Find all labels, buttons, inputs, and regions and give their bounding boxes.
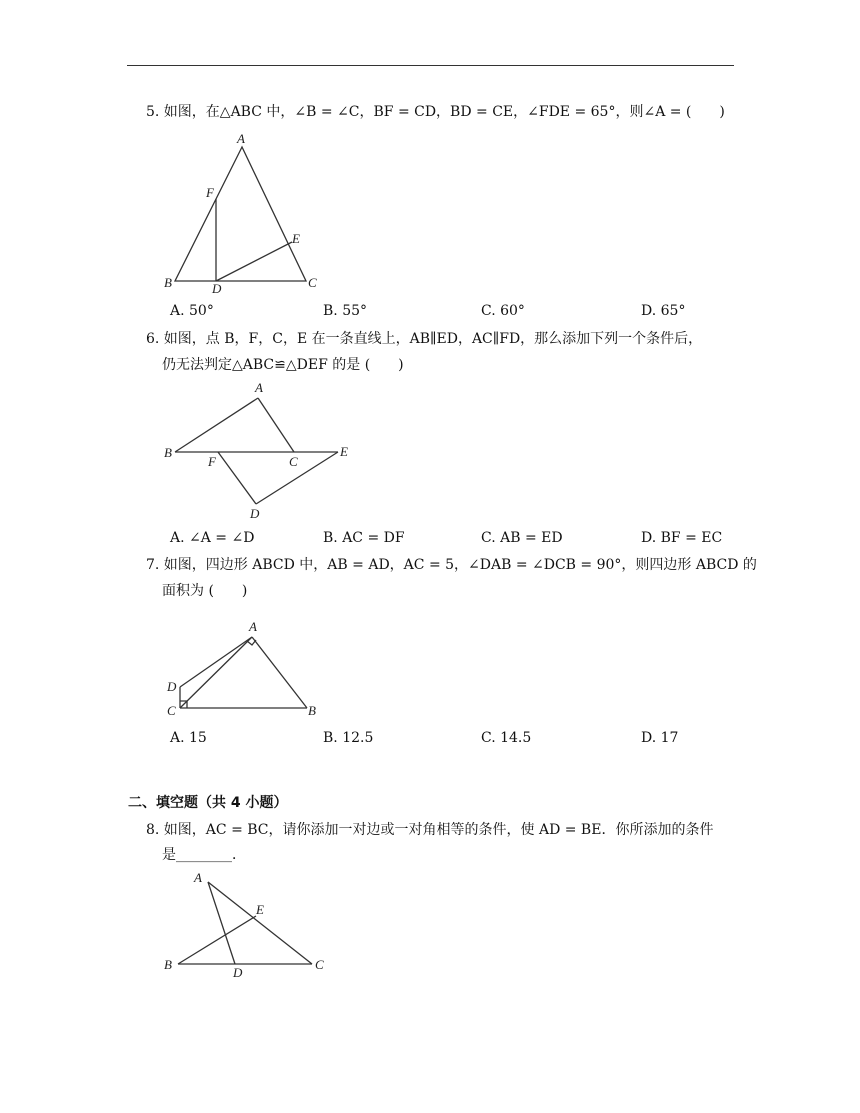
q6-stem-line2: 仍无法判定△ABC≌△DEF 的是 ( ) bbox=[162, 357, 404, 373]
q8-label-C: C bbox=[315, 957, 324, 972]
q7-option-b: B. 12.5 bbox=[323, 730, 374, 746]
q5-label-F: F bbox=[206, 185, 214, 200]
q6-option-c: C. AB = ED bbox=[481, 530, 563, 546]
q5-option-d: D. 65° bbox=[641, 303, 686, 319]
q7-option-a: A. 15 bbox=[170, 730, 207, 746]
q6-figure bbox=[160, 380, 360, 520]
q5-label-E: E bbox=[292, 231, 300, 246]
q6-label-D: D bbox=[250, 506, 260, 521]
section-heading: 二、填空题（共 4 小题） bbox=[128, 795, 288, 811]
q7-label-D: D bbox=[167, 679, 177, 694]
q5-option-c: C. 60° bbox=[481, 303, 525, 319]
q6-stem-line1: 6. 如图，点 B，F，C，E 在一条直线上，AB∥ED，AC∥FD，那么添加下列一个条件后， bbox=[146, 331, 703, 347]
q8-figure bbox=[160, 868, 340, 983]
q7-label-C: C bbox=[167, 703, 176, 718]
q8-label-D: D bbox=[233, 965, 243, 980]
q7-option-c: C. 14.5 bbox=[481, 730, 532, 746]
q8-label-A: A bbox=[194, 870, 202, 885]
q7-stem-line2: 面积为 ( ) bbox=[162, 583, 248, 599]
q5-label-B: B bbox=[164, 275, 172, 290]
q7-label-B: B bbox=[308, 703, 316, 718]
q6-label-C: C bbox=[289, 454, 298, 469]
q6-label-F: F bbox=[208, 454, 216, 469]
q7-figure bbox=[160, 615, 330, 725]
q8-label-E: E bbox=[256, 902, 264, 917]
q5-label-C: C bbox=[308, 275, 317, 290]
q8-stem-line2: 是________． bbox=[162, 847, 246, 863]
q5-option-b: B. 55° bbox=[323, 303, 368, 319]
q6-label-A: A bbox=[255, 380, 263, 395]
q6-option-d: D. BF = EC bbox=[641, 530, 723, 546]
q6-label-E: E bbox=[340, 444, 348, 459]
q6-label-B: B bbox=[164, 445, 172, 460]
q8-stem-line1: 8. 如图，AC = BC，请你添加一对边或一对角相等的条件，使 AD = BE．你所添加的条件 bbox=[146, 822, 714, 838]
q7-stem-line1: 7. 如图，四边形 ABCD 中，AB = AD，AC = 5，∠DAB = ∠DCB = 90°，则四边形 ABCD 的 bbox=[146, 557, 757, 573]
q7-option-d: D. 17 bbox=[641, 730, 679, 746]
q5-figure bbox=[160, 131, 340, 300]
q8-label-B: B bbox=[164, 957, 172, 972]
q6-option-b: B. AC = DF bbox=[323, 530, 405, 546]
q5-label-A: A bbox=[237, 131, 245, 146]
q6-option-a: A. ∠A = ∠D bbox=[170, 530, 255, 546]
q5-stem: 5. 如图，在△ABC 中，∠B = ∠C，BF = CD，BD = CE，∠FDE = 65°，则∠A = ( ) bbox=[146, 104, 725, 120]
q7-label-A: A bbox=[249, 619, 257, 634]
q5-label-D: D bbox=[212, 281, 222, 296]
header-rule bbox=[127, 65, 734, 66]
q5-option-a: A. 50° bbox=[170, 303, 214, 319]
